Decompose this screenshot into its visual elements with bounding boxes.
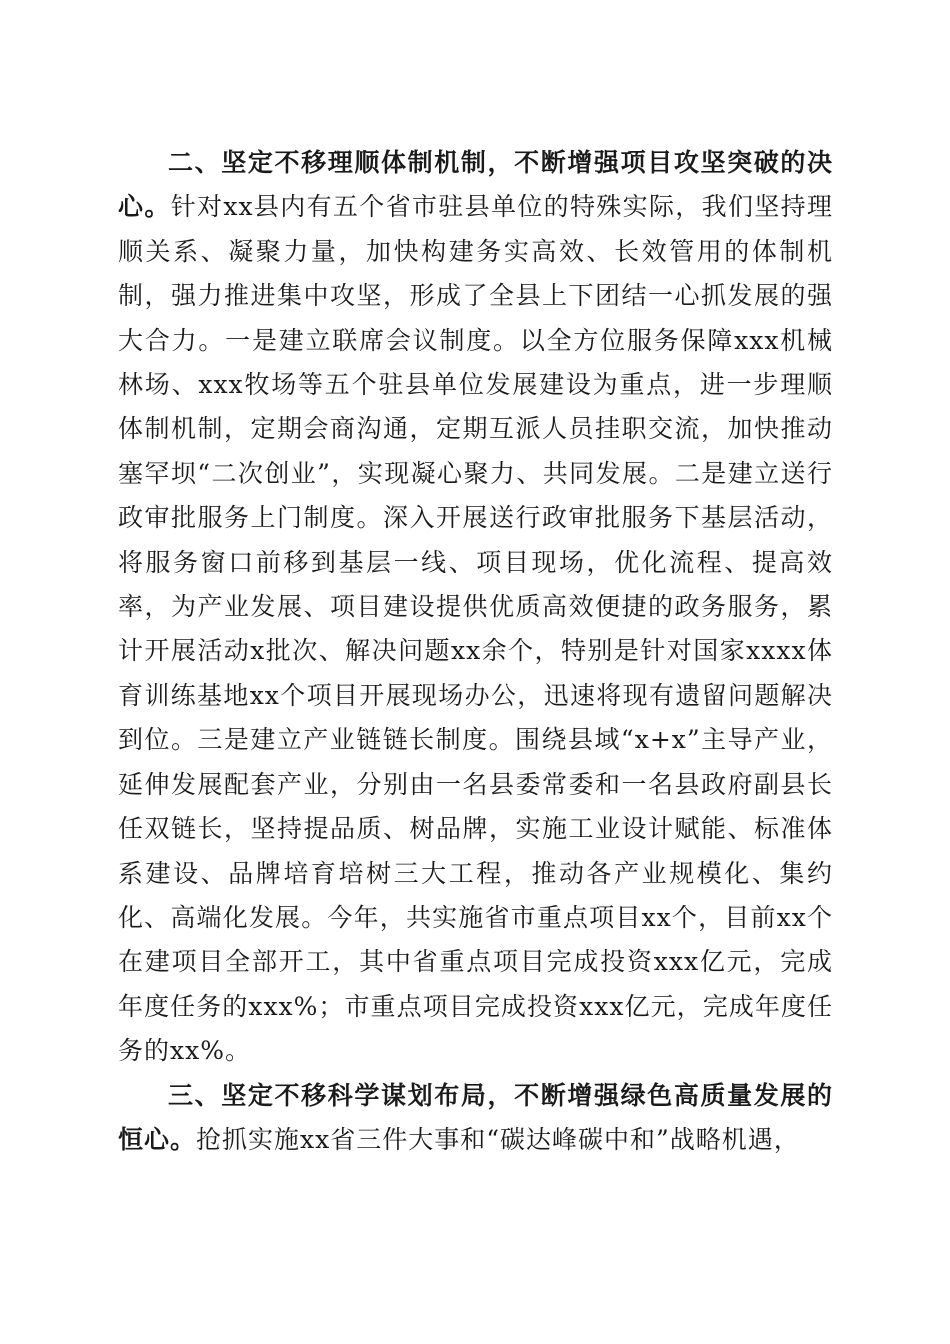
paragraph-section-three <box>118 1074 833 1163</box>
section-three-heading: 三、坚定不移科学谋划布局，不断增强绿色高质量发展的恒心。 <box>118 1080 833 1154</box>
paragraph-section-two <box>118 141 833 1074</box>
section-three-body: 抢抓实施xx省三件大事和“碳达峰碳中和”战略机遇， <box>196 1124 800 1154</box>
section-two-body: 针对xx县内有五个省市驻县单位的特殊实际，我们坚持理顺关系、凝聚力量，加快构建务实高效、长效管用的体制机制，强力推进集中攻坚，形成了全县上下团结一心抓发展的强大合力。一是建立联席会议制度。以全方位服务保障xxx机械林场、xxx牧场等五个驻县单位发展建设为重点，进一步理顺体制机制，定期会商沟通，定期互派人员挂职交流，加快推动塞罕坝“二次创业”，实现凝心聚力、共同发展。二是建立送行政审批服务上门制度。深入开展送行政审批服务下基层活动，将服务窗口前移到基层一线、项目现场，优化流程、提高效率，为产业发展、项目建设提供优质高效便捷的政务服务，累计开展活动x批次、解决问题xx余个，特别是针对国家xxxx体育训练基地xx个项目开展现场办公，迅速将现有遗留问题解决到位。三是建立产业链链长制度。围绕县域“x+x”主导产业，延伸发展配套产业，分别由一名县委常委和一名县政府副县长任双链长，坚持提品质、树品牌，实施工业设计赋能、标准体系建设、品牌培育培树三大工程，推动各产业规模化、集约化、高端化发展。今年，共实施省市重点项目xx个，目前xx个在建项目全部开工，其中省重点项目完成投资xxx亿元，完成年度任务的xxx%；市重点项目完成投资xxx亿元，完成年度任务的xx%。 <box>118 192 833 1066</box>
section-two-heading: 二、坚定不移理顺体制机制，不断增强项目攻坚突破的决心。 <box>118 148 833 222</box>
document-body <box>118 141 833 1162</box>
